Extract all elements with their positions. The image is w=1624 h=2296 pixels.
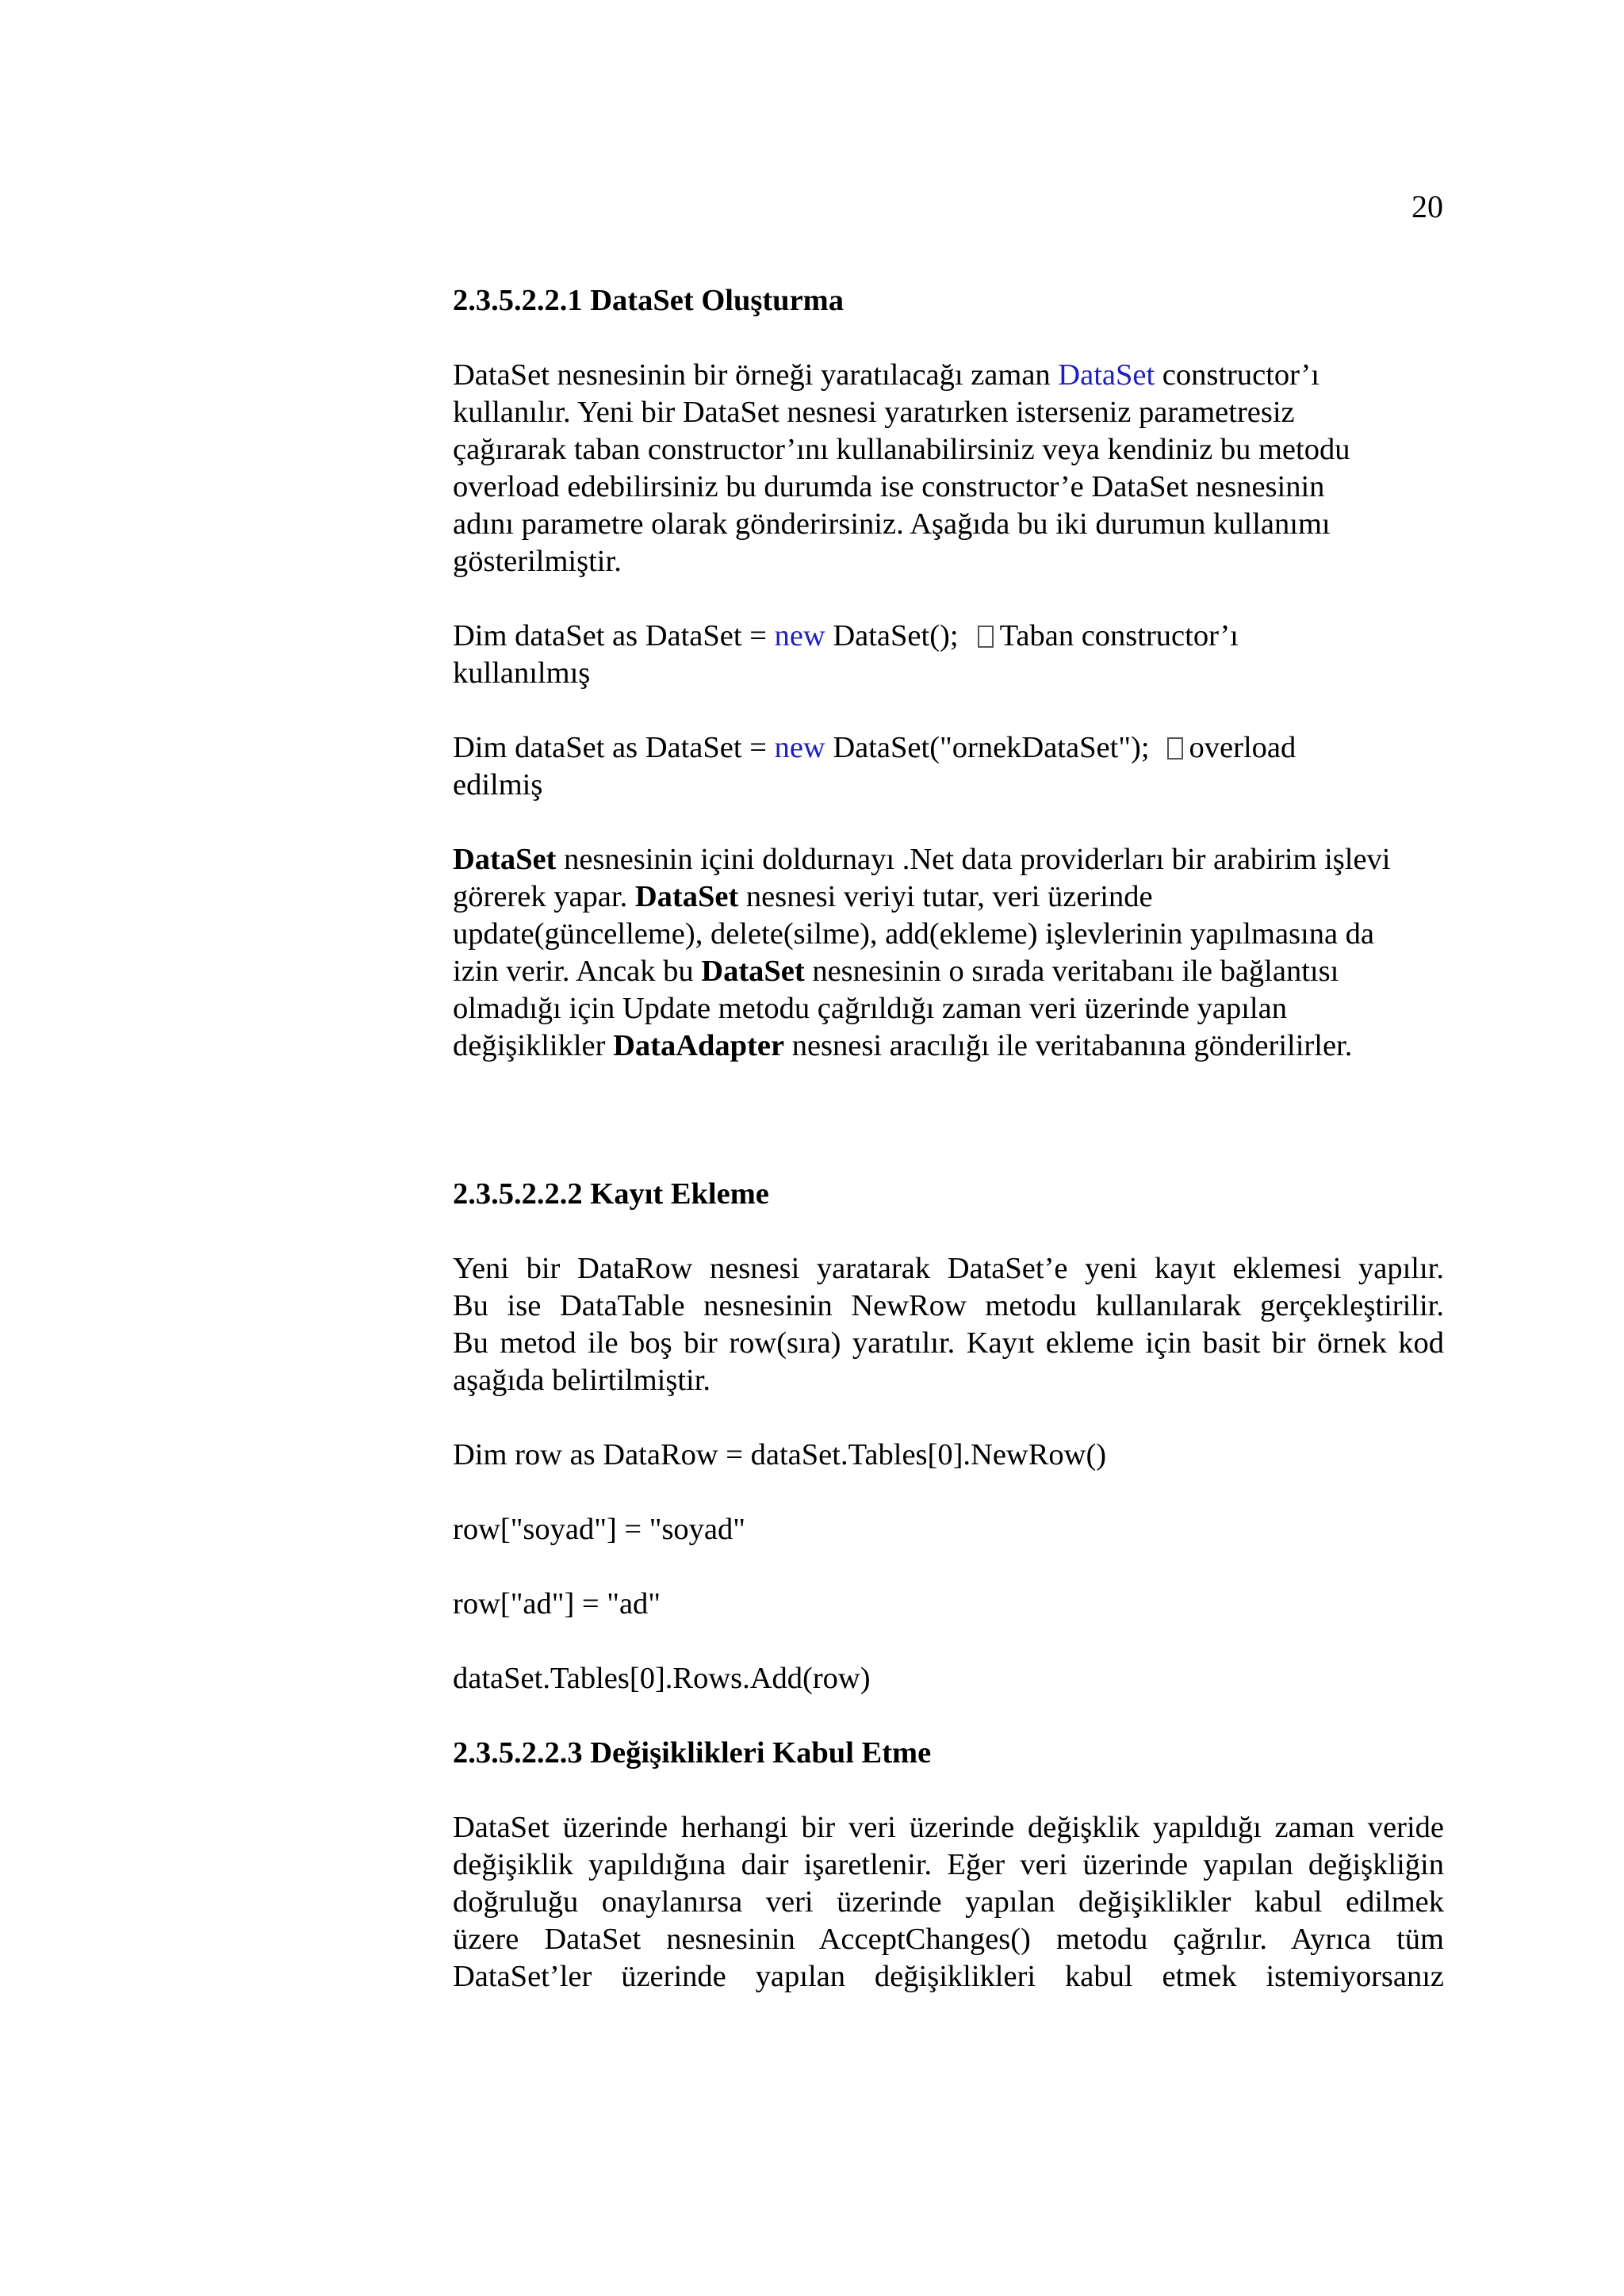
- text-line: overload edebilirsiniz bu durumda ise constructor’e DataSet nesnesinin: [453, 470, 1325, 503]
- section-heading-kayit-ekleme: 2.3.5.2.2.2 Kayıt Ekleme: [453, 1177, 769, 1211]
- text-run: değişiklikler: [453, 1029, 614, 1062]
- paragraph-kayit-ekleme: [453, 1250, 1444, 1399]
- code-line-soyad: row["soyad"] = "soyad": [453, 1513, 745, 1546]
- code-comment: overload: [1189, 731, 1297, 764]
- text-run: DataSet nesnesinin bir örneği yaratılacağı zaman: [453, 358, 1059, 392]
- code-text: Dim dataSet as DataSet =: [453, 619, 775, 652]
- text-line: doğruluğu onaylanırsa veri üzerinde yapılan değişiklikler kabul edilmek: [453, 1885, 1444, 1919]
- paragraph-dataset-intro: [453, 357, 1444, 580]
- text-line: [453, 878, 1444, 916]
- code-line-newrow: Dim row as DataRow = dataSet.Tables[0].NewRow(): [453, 1438, 1107, 1471]
- code-example-default-constructor: [453, 618, 1444, 692]
- text-line: kullanılır. Yeni bir DataSet nesnesi yaratırken isterseniz parametresiz: [453, 396, 1295, 429]
- code-line-ad: row["ad"] = "ad": [453, 1587, 661, 1621]
- text-line: Yeni bir DataRow nesnesi yaratarak DataSet’e yeni kayıt eklemesi yapılır.: [453, 1252, 1444, 1285]
- section-heading-dataset-olusturma: 2.3.5.2.2.1 DataSet Oluşturma: [453, 284, 844, 317]
- text-line: [453, 1027, 1444, 1065]
- text-line: Bu metod ile boş bir row(sıra) yaratılır. Kayıt ekleme için basit bir örnek kod: [453, 1326, 1444, 1360]
- text-line: olmadığı için Update metodu çağrıldığı zaman veri üzerinde yapılan: [453, 992, 1287, 1025]
- text-run: constructor’ı: [1155, 358, 1320, 392]
- text-run: nesnesi aracılığı ile veritabanına gönderilirler.: [784, 1029, 1353, 1062]
- keyword-new: new: [774, 619, 825, 652]
- text-run: görerek yapar.: [453, 880, 635, 913]
- arrow-symbol-icon: [1167, 737, 1183, 760]
- code-line-rows-add: dataSet.Tables[0].Rows.Add(row): [453, 1662, 871, 1695]
- text-run: nesnesi veriyi tutar, veri üzerinde: [738, 880, 1153, 913]
- text-line: değişiklik yapıldığına dair işaretlenir. Eğer veri üzerinde yapılan değişkliğin: [453, 1848, 1444, 1881]
- text-line: [453, 357, 1444, 394]
- text-line: DataSet’ler üzerinde yapılan değişiklikleri kabul etmek istemiyorsanız: [453, 1960, 1444, 1993]
- text-line: [453, 953, 1444, 990]
- arrow-symbol-icon: [978, 626, 994, 648]
- code-example-overload-constructor: [453, 729, 1444, 804]
- bold-term: DataSet: [453, 843, 557, 876]
- bold-term: DataAdapter: [613, 1029, 785, 1062]
- text-line: Bu ise DataTable nesnesinin NewRow metodu kullanılarak gerçekleştirilir.: [453, 1289, 1444, 1322]
- text-line: adını parametre olarak gönderirsiniz. Aşağıda bu iki durumun kullanımı: [453, 507, 1331, 541]
- bold-term: DataSet: [634, 880, 739, 913]
- keyword-new: new: [774, 731, 825, 764]
- code-text: DataSet("ornekDataSet");: [825, 731, 1150, 764]
- code-line: [453, 729, 1444, 767]
- code-line: [453, 618, 1444, 655]
- dataset-link[interactable]: DataSet: [1058, 358, 1155, 392]
- text-line: gösterilmiştir.: [453, 545, 622, 578]
- text-line: üzere DataSet nesnesinin AcceptChanges() metodu çağrılır. Ayrıca tüm: [453, 1923, 1444, 1956]
- paragraph-accept-changes: [453, 1809, 1444, 1996]
- text-line: update(güncelleme), delete(silme), add(ekleme) işlevlerinin yapılmasına da: [453, 917, 1375, 951]
- text-line: [453, 841, 1444, 878]
- code-line: kullanılmış: [453, 656, 591, 690]
- text-line: çağırarak taban constructor’ını kullanabilirsiniz veya kendiniz bu metodu: [453, 433, 1350, 466]
- text-line: DataSet üzerinde herhangi bir veri üzerinde değişklik yapıldığı zaman veride: [453, 1811, 1444, 1844]
- bold-term: DataSet: [701, 955, 805, 988]
- text-line: aşağıda belirtilmiştir.: [453, 1364, 711, 1397]
- paragraph-dataset-description: [453, 841, 1444, 1065]
- code-comment: Taban constructor’ı: [999, 619, 1239, 652]
- text-run: nesnesinin içini doldurnayı .Net data providerları bir arabirim işlevi: [556, 843, 1391, 876]
- section-heading-degisiklikleri-kabul-etme: 2.3.5.2.2.3 Değişiklikleri Kabul Etme: [453, 1736, 932, 1770]
- code-text: DataSet();: [825, 619, 959, 652]
- text-run: nesnesinin o sırada veritabanı ile bağlantısı: [804, 955, 1339, 988]
- code-text: Dim dataSet as DataSet =: [453, 731, 775, 764]
- page-number: 20: [1411, 189, 1443, 224]
- text-run: izin verir. Ancak bu: [453, 955, 702, 988]
- code-line: edilmiş: [453, 768, 543, 802]
- page-content: [453, 282, 1444, 1996]
